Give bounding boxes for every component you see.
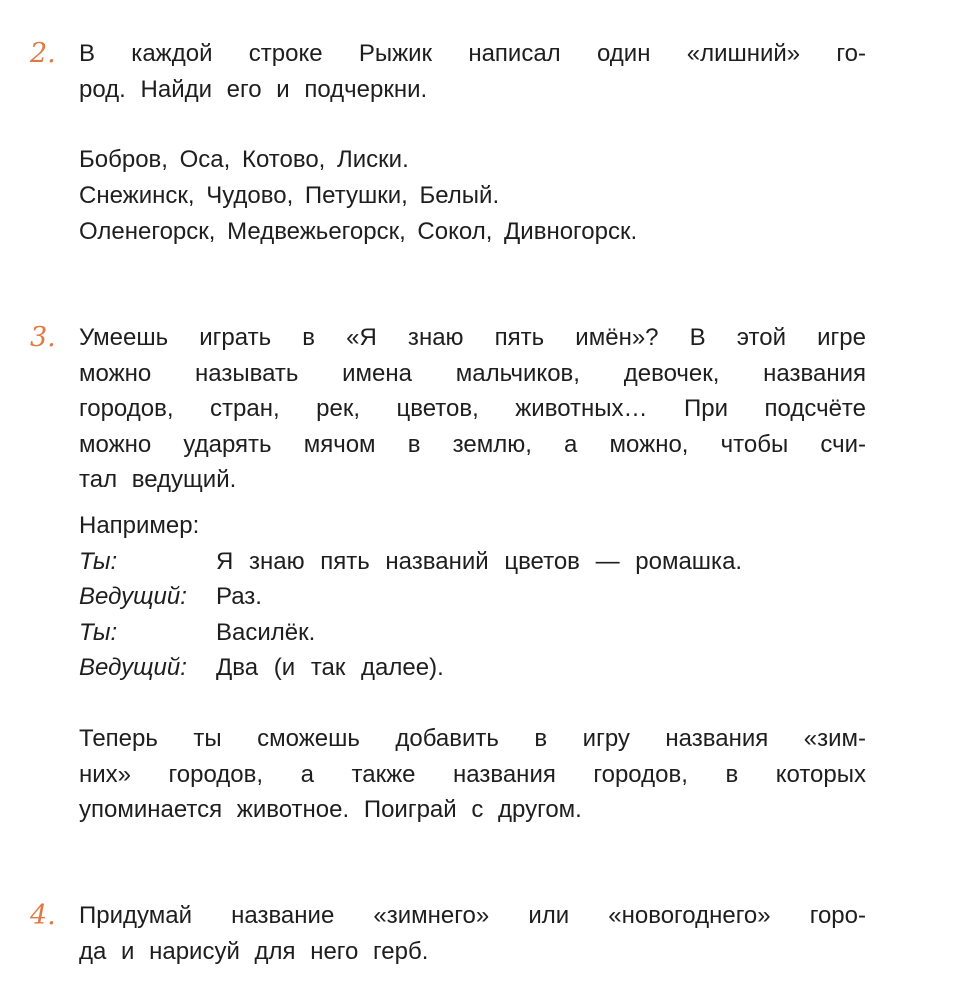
task-3-conclusion bbox=[79, 721, 866, 828]
dialog-text: Раз. bbox=[216, 583, 262, 610]
task-3-line: можно называть имена мальчиков, девочек, названия bbox=[79, 359, 866, 387]
dialog-speaker: Ты: bbox=[79, 618, 118, 646]
task-2-line: род. Найди его и подчеркни. bbox=[79, 75, 428, 103]
dialog-row bbox=[79, 579, 866, 615]
task-3-number: 3. bbox=[30, 322, 56, 353]
task-3-line: упоминается животное. Поиграй с другом. bbox=[79, 796, 582, 823]
task-3-example bbox=[79, 508, 866, 686]
example-label: Например: bbox=[79, 512, 200, 539]
task-3-line: Умеешь играть в «Я знаю пять имён»? В этой игре bbox=[79, 324, 866, 351]
task-3-line: городов, стран, рек, цветов, животных… При подсчёте bbox=[79, 395, 866, 422]
city-list-row: Снежинск, Чудово, Петушки, Белый. bbox=[79, 182, 500, 209]
task-4-number: 4. bbox=[30, 900, 56, 931]
task-3-line: можно ударять мячом в землю, а можно, чтобы счи- bbox=[79, 430, 866, 458]
dialog-speaker: Ведущий: bbox=[79, 654, 187, 681]
task-3-text bbox=[79, 320, 866, 498]
dialog-row bbox=[79, 650, 866, 686]
task-4-line: да и нарисуй для него герб. bbox=[79, 937, 429, 965]
dialog-speaker: Ты: bbox=[79, 547, 118, 575]
task-2-number: 2. bbox=[30, 38, 56, 69]
dialog-speaker: Ведущий: bbox=[79, 583, 187, 610]
city-list-row: Бобров, Оса, Котово, Лиски. bbox=[79, 146, 409, 173]
dialog-text: Два (и так далее). bbox=[216, 654, 444, 681]
dialog-text: Я знаю пять названий цветов — ромашка. bbox=[216, 547, 743, 575]
city-list-row: Оленегорск, Медвежьегорск, Сокол, Дивногорск. bbox=[79, 218, 638, 245]
dialog-row bbox=[79, 544, 866, 580]
task-3-line: тал ведущий. bbox=[79, 466, 237, 493]
dialog-row bbox=[79, 615, 866, 651]
dialog-text: Василёк. bbox=[216, 618, 316, 646]
task-4-line: Придумай название «зимнего» или «новогоднего» горо- bbox=[79, 902, 866, 929]
task-3-line: них» городов, а также названия городов, в которых bbox=[79, 760, 866, 788]
task-2-city-list bbox=[79, 142, 866, 250]
task-3-line: Теперь ты сможешь добавить в игру названия «зим- bbox=[79, 725, 866, 752]
task-2-line: В каждой строке Рыжик написал один «лишний» го- bbox=[79, 40, 866, 67]
task-2-text bbox=[79, 36, 866, 107]
task-4-text bbox=[79, 898, 866, 969]
